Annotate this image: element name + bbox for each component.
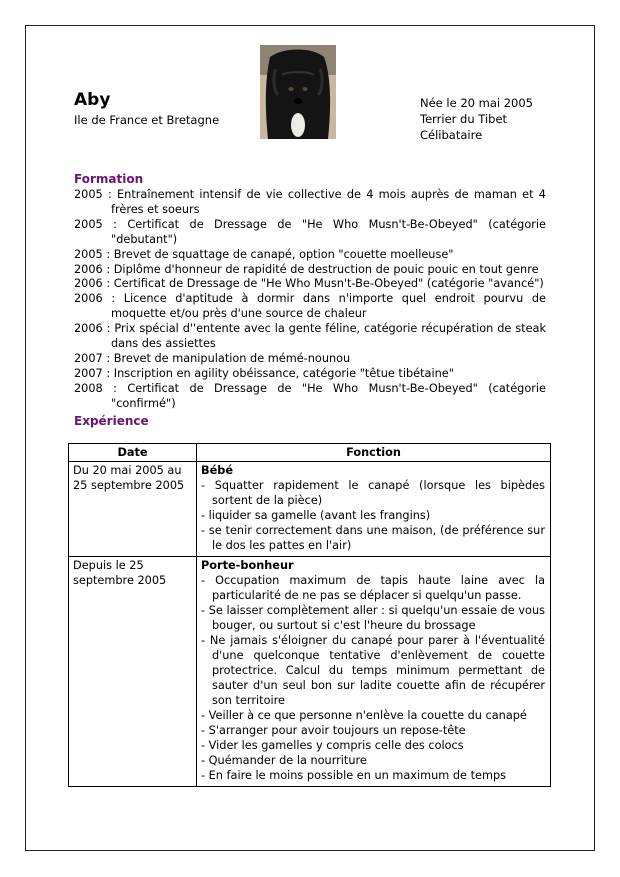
task-item: - En faire le moins possible en un maximum de temps — [201, 769, 507, 782]
cv-personal-info — [420, 95, 533, 143]
task-item: - liquider sa gamelle (avant les frangins) — [201, 509, 431, 522]
task-item: - Veiller à ce que personne n'enlève la couette du canapé — [201, 709, 527, 722]
formation-heading: Formation — [74, 172, 144, 186]
task-item: - Quémander de la nourriture — [201, 754, 367, 767]
experience-table — [68, 443, 551, 787]
formation-item: 2005 : Brevet de squattage de canapé, option "couette moelleuse" — [74, 247, 454, 261]
formation-item: 2007 : Inscription en agility obéissance, catégorie "têtue tibétaine" — [74, 366, 454, 380]
formation-item: 2006 : Licence d'aptitude à dormir dans n'importe quel endroit pourvu de moquette et/ou près d'une source de chaleur — [74, 292, 546, 321]
experience-role: Porte-bonheur — [201, 559, 294, 572]
formation-item: 2006 : Diplôme d'honneur de rapidité de destruction de pouic pouic en tout genre — [74, 262, 539, 276]
experience-date: Depuis le 25 septembre 2005 — [69, 557, 197, 787]
experience-function — [197, 462, 551, 557]
task-item: - Ne jamais s'éloigner du canapé pour parer à l'éventualité d'une quelconque tentative d'enlèvement de couette protectrice. Calcul du temps minimum permettant de sauter d'un seul bon sur ladite couette afin de récupérer son territoire — [201, 634, 545, 707]
experience-role: Bébé — [201, 464, 234, 477]
formation-item: 2007 : Brevet de manipulation de mémé-nounou — [74, 351, 351, 365]
formation-item: 2008 : Certificat de Dressage de "He Who Musn't-Be-Obeyed" (catégorie "confirmé") — [74, 381, 546, 410]
cv-name: Aby — [74, 90, 111, 110]
table-header-row — [69, 444, 551, 462]
task-list — [201, 478, 545, 553]
task-item: - Squatter rapidement le canapé (lorsque les bipèdes sortent de la pièce) — [201, 479, 545, 507]
cv-region: Ile de France et Bretagne — [74, 113, 220, 127]
formation-item: 2005 : Certificat de Dressage de "He Who Musn't-Be-Obeyed" (catégorie "debutant") — [74, 217, 546, 246]
breed: Terrier du Tibet — [420, 112, 508, 126]
formation-item: 2006 : Certificat de Dressage de "He Who Musn't-Be-Obeyed" (catégorie "avancé") — [74, 277, 544, 291]
table-row — [69, 557, 551, 787]
formation-list — [74, 188, 546, 412]
experience-function — [197, 557, 551, 787]
task-item: - S'arranger pour avoir toujours un repose-tête — [201, 724, 466, 737]
task-item: - se tenir correctement dans une maison, (de préférence sur le dos les pattes en l'air) — [201, 524, 545, 552]
column-header-date: Date — [69, 444, 197, 462]
task-item: - Vider les gamelles y compris celle des colocs — [201, 739, 464, 752]
marital-status: Célibataire — [420, 128, 483, 142]
column-header-function: Fonction — [197, 444, 551, 462]
formation-item: 2005 : Entraînement intensif de vie collective de 4 mois auprès de maman et 4 frères et soeurs — [74, 188, 546, 216]
task-item: - Se laisser complètement aller : si quelqu'un essaie de vous bouger, ou surtout si c'est l'heure du brossage — [201, 604, 545, 632]
task-list — [201, 573, 545, 783]
formation-item: 2006 : Prix spécial d''entente avec la gente féline, catégorie récupération de steak dans des assiettes — [74, 322, 546, 351]
experience-heading: Expérience — [74, 414, 149, 428]
experience-date: Du 20 mai 2005 au 25 septembre 2005 — [69, 462, 197, 557]
dog-photo — [260, 45, 336, 139]
task-item: - Occupation maximum de tapis haute laine avec la particularité de ne pas se déplacer si quelqu'un passe. — [201, 574, 545, 602]
table-row — [69, 462, 551, 557]
birth-date: Née le 20 mai 2005 — [420, 96, 533, 110]
